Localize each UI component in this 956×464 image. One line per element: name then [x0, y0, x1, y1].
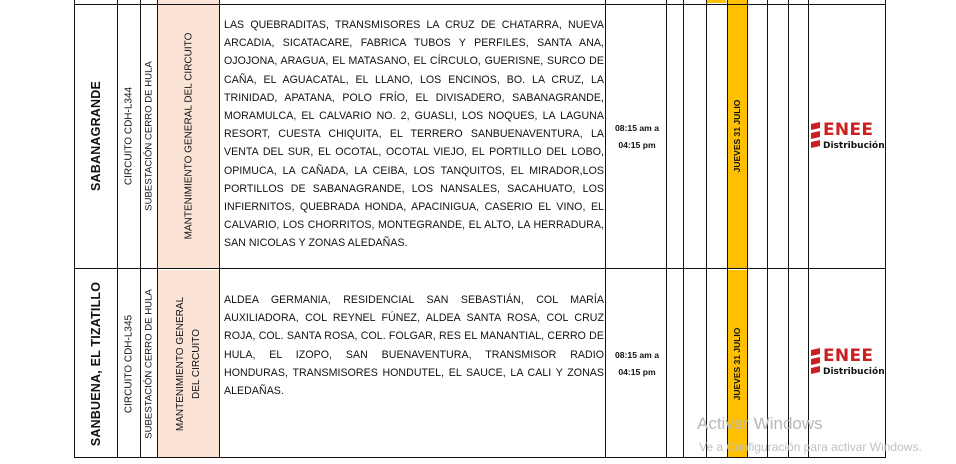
header-gold-strip: [706, 0, 726, 3]
row-1-schedule: [607, 120, 667, 153]
row-2-schedule: [607, 347, 667, 380]
circuit-name: CIRCUITO CDH-L345: [123, 314, 135, 413]
col-line: [706, 0, 707, 458]
zone-name: SANBUENA, EL TIZATILLO: [89, 281, 103, 446]
col-line: [747, 0, 748, 458]
col-line: [788, 0, 789, 458]
col-line: [683, 0, 684, 458]
col-line: [808, 0, 809, 458]
logo-word: ENEE: [823, 120, 874, 140]
activation-watermark-subtitle: Ve a Configuración para activar Windows.: [699, 440, 922, 454]
zone-name: SABANAGRANDE: [89, 80, 103, 192]
logo-sub: Distribución: [823, 367, 885, 377]
row-divider-middle: [74, 268, 886, 269]
row-1-work-cell: [158, 4, 219, 268]
time-start: 08:15 am a: [615, 123, 659, 133]
work-description: MANTENIMIENTO GENERAL DEL CIRCUITO: [174, 296, 202, 431]
logo-sub: Distribución: [823, 141, 885, 151]
col-line: [885, 0, 886, 458]
substation-name: SUBESTACIÓN CERRO DE HULA: [143, 288, 155, 439]
enee-mark-icon: [811, 348, 821, 376]
time-start: 08:15 am a: [615, 350, 659, 360]
col-line: [219, 0, 220, 458]
col-line: [605, 0, 606, 458]
row-2-work-cell: [158, 270, 219, 457]
row-2-zone-cell: [75, 270, 117, 457]
time-end: 04:15 pm: [618, 366, 656, 377]
row-1-circuit-cell: [118, 4, 140, 268]
row-2-affected-areas: ALDEA GERMANIA, RESIDENCIAL SAN SEBASTIÁN, COL MARÍA AUXILIADORA, COL REYNEL FÚNEZ, ALDEA SANTA ROSA, COL CRUZ ROJA, COL. SANTA ROSA, COL. FOLGAR, RES EL MANANTIAL, CERRO DE HULA, EL IZOPO, SAN BUENAVENTURA, TRANSMISOR RADIO HONDURAS, TRANSMISORES HONDUTEL, EL SAUCE, LA CALI Y ZONAS ALEDAÑAS.: [224, 294, 604, 398]
logo-word: ENEE: [823, 346, 874, 366]
row-2-circuit-cell: [118, 270, 140, 457]
row-1-zone-cell: [75, 4, 117, 268]
work-description: MANTENIMIENTO GENERAL DEL CIRCUITO: [183, 32, 194, 240]
substation-name: SUBESTACIÓN CERRO DE HULA: [143, 61, 155, 211]
row-divider-bottom: [74, 457, 886, 458]
row-1-affected-areas: LAS QUEBRADITAS, TRANSMISORES LA CRUZ DE CHATARRA, NUEVA ARCADIA, SICATACARE, FABRICA TUBOS Y PERFILES, SANTA ANA, OJOJONA, ARAGUA, EL MATASANO, EL CÍRCULO, GUERISNE, SURCO DE CAÑA, EL AGUACATAL, EL LLANO, LOS ENCINOS, BO. LA CRUZ, LA TRINIDAD, APATANA, POLO FRÍO, EL DIVISADERO, SABANAGRANDE, MORAMULCA, EL CALVARIO NO. 2, GUASLI, LOS NOQUES, LA LAGUNA RESORT, CUESTA CHIQUITA, EL TERRERO SANBUENAVENTURA, LA VENTA DEL SUR, EL OCOTAL, OCOTAL VIEJO, EL PORTILLO DEL LOBO, OPIMUCA, LA CAÑADA, LA CEIBA, LOS TANQUITOS, EL MIRADOR,LOS PORTILLOS DE SABANAGRANDE, LOS NANSALES, SACAHUATO, LOS INFIERNITOS, QUEBRADA HONDA, APACINIGUA, CASERIO EL VINO, EL CALVARIO, LOS CHORRITOS, MONTEGRANDE, EL ALTO, LA HERRADURA, SAN NICOLAS Y ZONAS ALEDAÑAS.: [224, 19, 604, 250]
row-2-substation-cell: [141, 270, 157, 457]
row-1-day: JUEVES 31 JULIO: [732, 99, 742, 173]
activation-watermark-title: Activar Windows: [697, 414, 823, 433]
circuit-name: CIRCUITO CDH-L344: [123, 86, 135, 186]
time-end: 04:15 pm: [618, 139, 656, 150]
enee-mark-icon: [811, 122, 821, 150]
col-line: [767, 0, 768, 458]
row-1-substation-cell: [141, 4, 157, 268]
col-line: [727, 0, 728, 458]
row-2-day: JUEVES 31 JULIO: [732, 327, 742, 401]
col-line: [666, 0, 667, 458]
